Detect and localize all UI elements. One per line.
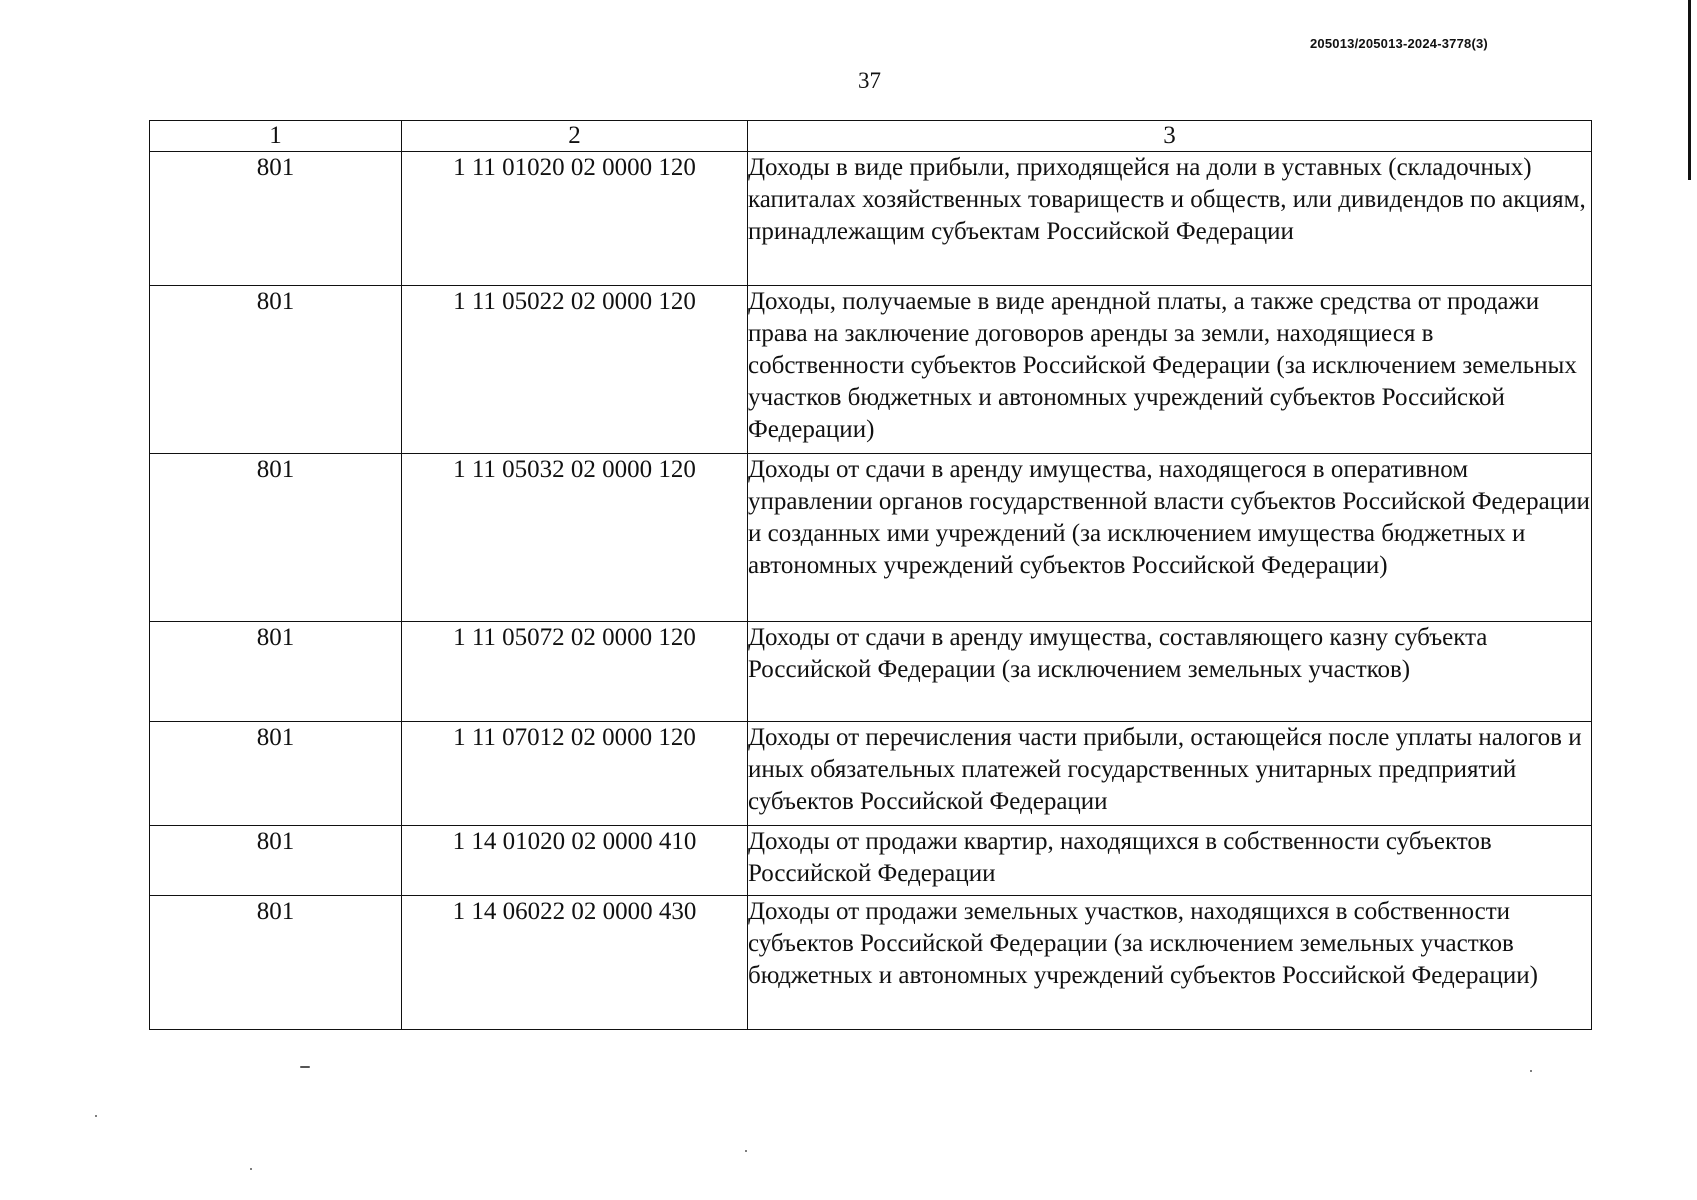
budget-code-cell: 1 11 05032 02 0000 120 bbox=[402, 454, 748, 622]
table-row bbox=[150, 286, 1592, 454]
table-row bbox=[150, 722, 1592, 826]
scan-speck bbox=[300, 1066, 310, 1068]
description-cell: Доходы от сдачи в аренду имущества, составляющего казну субъекта Российской Федерации (за исключением земельных участков) bbox=[748, 622, 1592, 722]
admin-code-cell: 801 bbox=[150, 722, 402, 826]
scan-edge-line bbox=[1688, 0, 1691, 180]
budget-code-cell: 1 11 01020 02 0000 120 bbox=[402, 152, 748, 286]
admin-code-cell: 801 bbox=[150, 454, 402, 622]
admin-code-cell: 801 bbox=[150, 622, 402, 722]
table-row bbox=[150, 826, 1592, 896]
budget-code-cell: 1 11 05072 02 0000 120 bbox=[402, 622, 748, 722]
budget-code-cell: 1 11 05022 02 0000 120 bbox=[402, 286, 748, 454]
table-header-row bbox=[150, 121, 1592, 152]
scan-speck bbox=[745, 1150, 747, 1152]
table-row bbox=[150, 454, 1592, 622]
description-cell: Доходы, получаемые в виде арендной платы, а также средства от продажи права на заключение договоров аренды за земли, находящиеся в собственности субъектов Российской Федерации (за исключением земельных участков бюджетных и автономных учреждений субъектов Российской Федерации) bbox=[748, 286, 1592, 454]
description-cell: Доходы в виде прибыли, приходящейся на доли в уставных (складочных) капиталах хозяйственных товариществ и обществ, или дивидендов по акциям, принадлежащим субъектам Российской Федерации bbox=[748, 152, 1592, 286]
budget-code-cell: 1 14 06022 02 0000 430 bbox=[402, 896, 748, 1030]
description-cell: Доходы от сдачи в аренду имущества, находящегося в оперативном управлении органов государственной власти субъектов Российской Федерации и созданных ими учреждений (за исключением имущества бюджетных и автономных учреждений субъектов Российской Федерации) bbox=[748, 454, 1592, 622]
admin-code-cell: 801 bbox=[150, 826, 402, 896]
admin-code-cell: 801 bbox=[150, 286, 402, 454]
header-col-2: 2 bbox=[402, 121, 748, 152]
document-id: 205013/205013-2024-3778(3) bbox=[1310, 36, 1488, 51]
admin-code-cell: 801 bbox=[150, 152, 402, 286]
admin-code-cell: 801 bbox=[150, 896, 402, 1030]
scan-speck bbox=[250, 1168, 252, 1170]
table-row bbox=[150, 896, 1592, 1030]
table-row bbox=[150, 622, 1592, 722]
header-col-1: 1 bbox=[150, 121, 402, 152]
page-number: 37 bbox=[858, 68, 881, 93]
header-col-3: 3 bbox=[748, 121, 1592, 152]
revenue-codes-table bbox=[149, 120, 1592, 1030]
description-cell: Доходы от продажи квартир, находящихся в собственности субъектов Российской Федерации bbox=[748, 826, 1592, 896]
description-cell: Доходы от перечисления части прибыли, остающейся после уплаты налогов и иных обязательных платежей государственных унитарных предприятий субъектов Российской Федерации bbox=[748, 722, 1592, 826]
budget-code-cell: 1 11 07012 02 0000 120 bbox=[402, 722, 748, 826]
table-row bbox=[150, 152, 1592, 286]
budget-code-cell: 1 14 01020 02 0000 410 bbox=[402, 826, 748, 896]
scan-speck bbox=[95, 1115, 97, 1117]
description-cell: Доходы от продажи земельных участков, находящихся в собственности субъектов Российской Федерации (за исключением земельных участков бюджетных и автономных учреждений субъектов Российской Федерации) bbox=[748, 896, 1592, 1030]
scan-speck bbox=[1530, 1070, 1532, 1072]
